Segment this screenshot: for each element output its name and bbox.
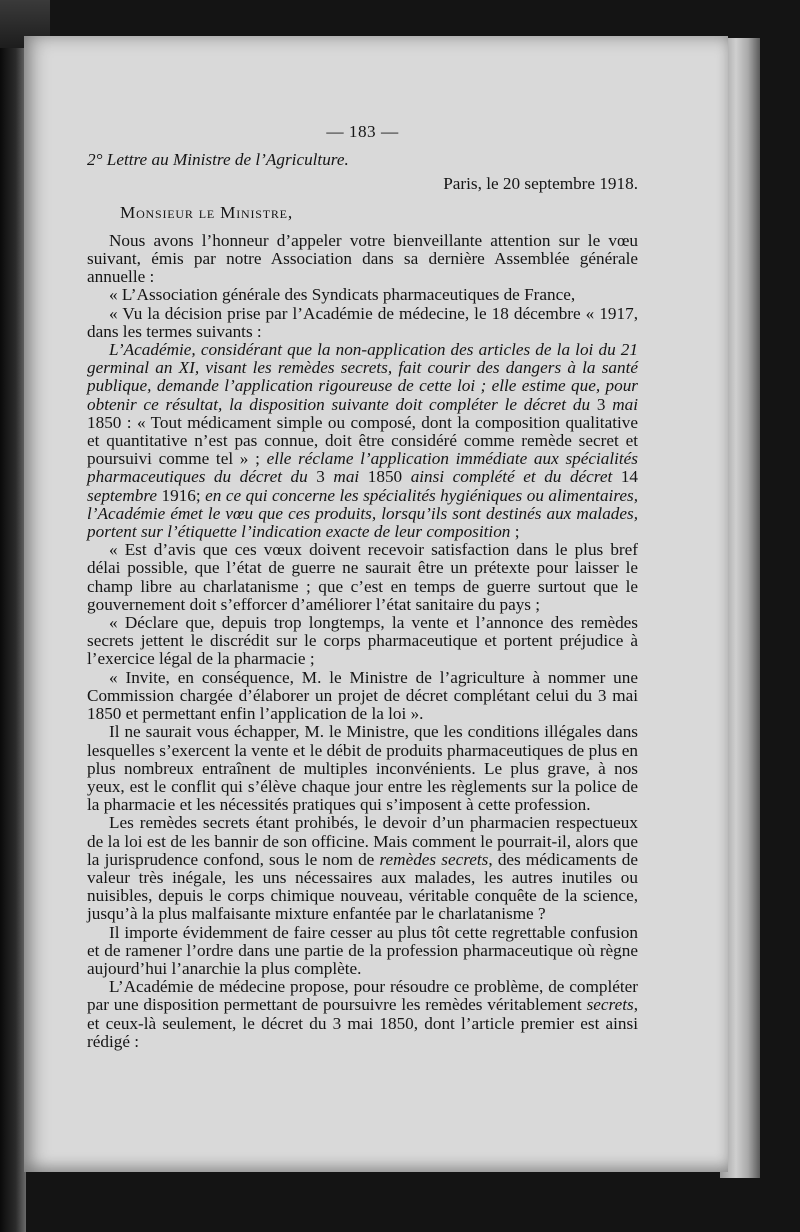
- book-binding: [0, 0, 26, 1232]
- text-run: 1916;: [161, 485, 206, 505]
- letter-heading: 2° Lettre au Ministre de l’Agriculture.: [87, 150, 349, 170]
- page-text-block: [87, 123, 638, 1051]
- body-paragraph: [87, 286, 638, 304]
- text-run: 1850 : « Tout médicament simple ou composé, dont la composition qualitative et quantitative n’est pas connue, doit être considéré comme remède secret et poursuivi comme tel » ;: [87, 412, 638, 469]
- italic-text-run: elle réclame l’application immédiate aux spécialités pharmaceutiques du décret du: [87, 449, 638, 487]
- page-number: — 183 —: [326, 122, 399, 141]
- body-paragraph: [87, 723, 638, 814]
- body-paragraph: [87, 924, 638, 979]
- italic-text-run: ainsi complété et du décret: [402, 467, 621, 487]
- text-run: Il ne saurait vous échapper, M. le Ministre, que les conditions illégales dans lesquelles s’exercent la vente et le débit de produits pharmaceutiques de plus en plus nombreux entraînent de multiples inconvénients. Le plus grave, à nos yeux, est le conflit qui s’élève chaque jour entre les règlements sur la police de la pharmacie et les nécessités pratiques qui s’imposent à cette profession.: [87, 722, 638, 815]
- text-run: 3: [316, 467, 325, 487]
- body-paragraph: [87, 341, 638, 541]
- text-run: « Invite, en conséquence, M. le Ministre de l’agriculture à nommer une Commission chargée d’élaborer un projet de décret complétant celui du 3 mai 1850 et permettant enfin l’application de la loi ».: [87, 667, 638, 724]
- body-paragraph: [87, 232, 638, 287]
- text-run: Il importe évidemment de faire cesser au plus tôt cette regrettable confusion et de ramener l’ordre dans une partie de la profession pharmaceutique où règne aujourd’hui l’anarchie la plus complète.: [87, 922, 638, 978]
- text-run: « Vu la décision prise par l’Académie de médecine, le 18 décembre « 1917, dans les termes suivants :: [87, 303, 638, 341]
- text-run: « Est d’avis que ces vœux doivent recevoir satisfaction dans le plus bref délai possible, que l’état de guerre ne saurait être un prétexte pour laisser le champ libre au charlatanisme ; que c’est en temps de guerre surtout que le gouvernement doit s’efforcer d’améliorer l’état sanitaire du pays ;: [87, 540, 638, 614]
- body-paragraph: [87, 305, 638, 341]
- body-paragraph: [87, 669, 638, 724]
- document-page: [24, 36, 728, 1172]
- letter-body: [87, 232, 638, 1051]
- body-paragraph: [87, 978, 638, 1051]
- italic-text-run: secrets: [586, 995, 634, 1015]
- italic-text-run: remèdes secrets: [379, 849, 489, 869]
- text-run: « Déclare que, depuis trop longtemps, la vente et l’annonce des remèdes secrets jettent le discrédit sur le corps pharmaceutique et portent préjudice à l’exercice légal de la pharmacie ;: [87, 613, 638, 669]
- text-run: , et ceux-là seulement, le décret du 3 mai 1850, dont l’article premier est ainsi rédigé :: [87, 995, 638, 1051]
- body-paragraph: [87, 614, 638, 669]
- italic-text-run: L’Académie, considérant que la non-application des articles de la loi du 21 germinal an XI, visant les remèdes secrets, fait courir des dangers à la santé publique, demande l’application rigoureuse de cette loi ; elle estime que, pour obtenir ce résultat, la disposition suivante doit compléter le décret du: [87, 340, 638, 414]
- italic-text-run: mai: [324, 467, 368, 487]
- letter-dateline: Paris, le 20 septembre 1918.: [443, 174, 638, 194]
- letter-salutation: Monsieur le Ministre,: [120, 202, 293, 222]
- text-run: L’Académie de médecine propose, pour résoudre ce problème, de compléter par une disposition permettant de poursuivre les remèdes véritablement: [87, 977, 638, 1015]
- text-run: « L’Association générale des Syndicats pharmaceutiques de France,: [109, 285, 576, 305]
- body-paragraph: [87, 541, 638, 614]
- italic-text-run: en ce qui concerne les spécialités hygiéniques ou alimentaires, l’Académie émet le vœu que ces produits, lorsqu’ils sont destinés aux malades, portent sur l’étiquette l’indication exacte de leur composition: [87, 485, 638, 542]
- text-run: Les remèdes secrets étant prohibés, le devoir d’un pharmacien respectueux de la loi est de les bannir de son officine. Mais comment le pourrait-il, alors que la jurisprudence confond, sous le nom de: [87, 813, 638, 869]
- text-run: , des médicaments de valeur très inégale, les uns nécessaires aux malades, les autres inutiles ou nuisibles, depuis le corps chimique nouveau, véritable conquête de la science, jusqu’à la plus malfaisante mixture enfantée par le charlatanisme ?: [87, 849, 638, 924]
- italic-text-run: septembre: [87, 485, 162, 505]
- text-run: Nous avons l’honneur d’appeler votre bienveillante attention sur le vœu suivant, émis par notre Association dans sa dernière Assemblée générale annuelle :: [87, 230, 638, 287]
- text-run: 3: [596, 394, 606, 414]
- text-run: 14: [620, 467, 638, 487]
- body-paragraph: [87, 814, 638, 923]
- text-run: ;: [510, 522, 520, 542]
- italic-text-run: mai: [605, 394, 638, 414]
- text-run: 1850: [367, 467, 403, 487]
